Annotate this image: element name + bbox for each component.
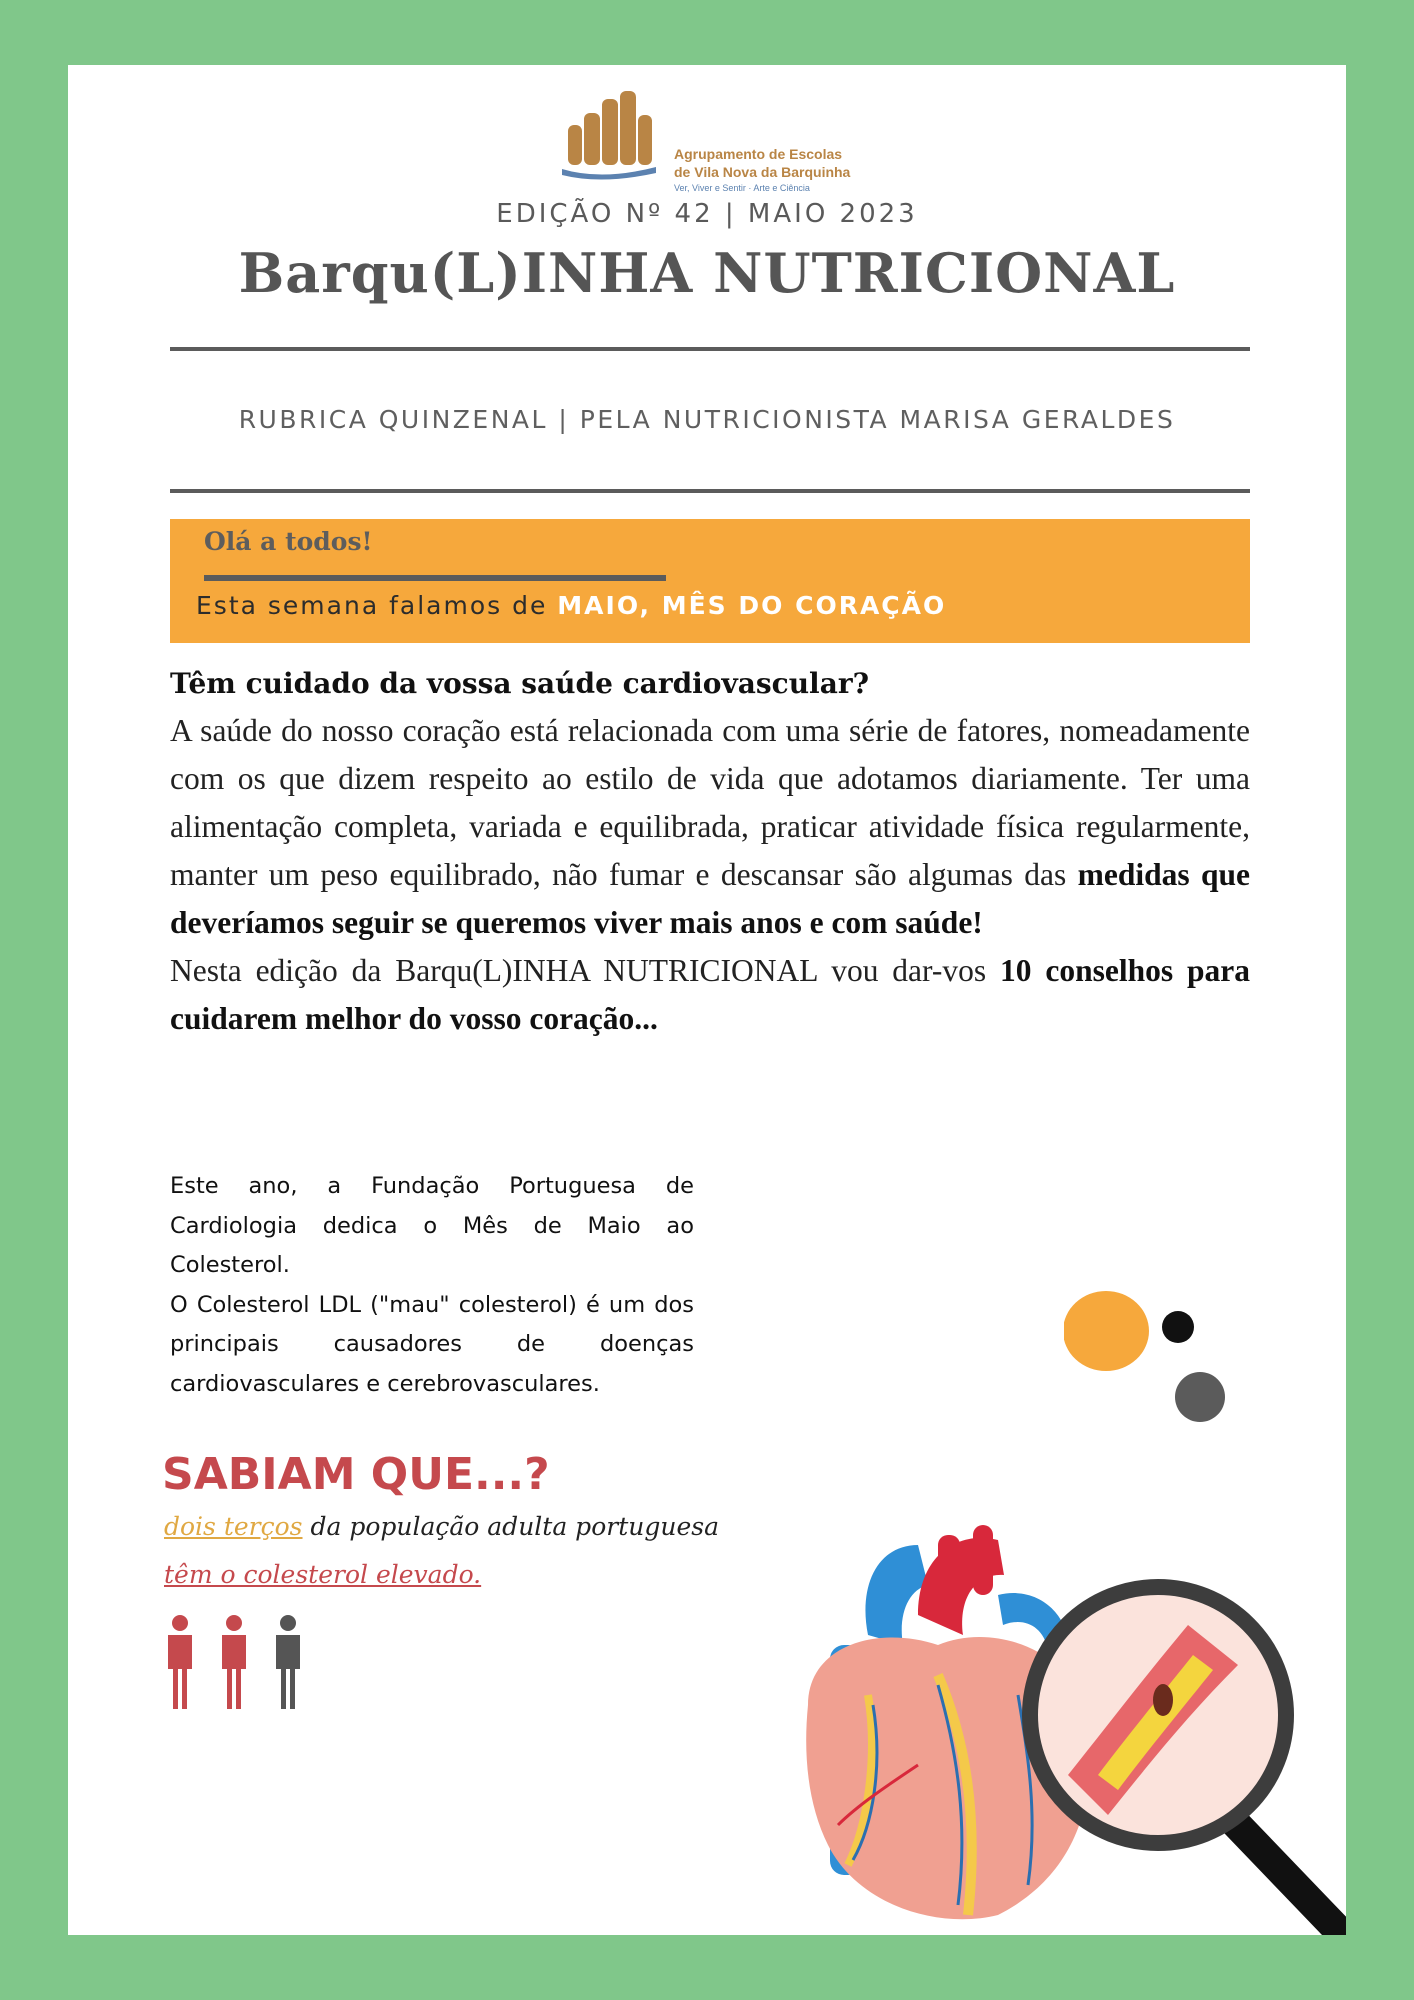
intro-section: [170, 661, 1250, 1043]
logo-line-2: de Vila Nova da Barquinha: [674, 164, 851, 180]
topic-highlight: MAIO, MÊS DO CORAÇÃO: [557, 591, 947, 620]
intro-question: Têm cuidado da vossa saúde cardiovascular?: [170, 667, 869, 700]
decorative-dots: [1064, 1287, 1264, 1427]
logo-tagline: Ver, Viver e Sentir · Arte e Ciência: [674, 183, 810, 193]
person-icon: [276, 1615, 300, 1709]
did-you-know-heading: SABIAM QUE...?: [162, 1449, 550, 1500]
page-title: Barqu(L)INHA NUTRICIONAL: [238, 241, 1176, 305]
heart-magnifier-illustration: [768, 1525, 1346, 1935]
cholesterol-info: [170, 1167, 694, 1404]
header-divider: [170, 489, 1250, 493]
intro-p1-text: A saúde do nosso coração está relacionada com uma série de fatores, nomeadamente com os que dizem respeito ao estilo de vida que adotamos diariamente. Ter uma alimentação completa, variada e equilibrada, praticar atividade física regularmente, manter um peso equilibrado, não fumar e descansar são algumas das: [170, 713, 1250, 892]
greeting: Olá a todos!: [204, 527, 373, 556]
page-subtitle: RUBRICA QUINZENAL | PELA NUTRICIONISTA MARISA GERALDES: [238, 405, 1176, 434]
logo-line-1: Agrupamento de Escolas: [674, 146, 843, 162]
cholesterol-info-p2: O Colesterol LDL ("mau" colesterol) é um dos principais causadores de doenças cardiovasculares e cerebrovasculares.: [170, 1291, 694, 1397]
cholesterol-info-p1: Este ano, a Fundação Portuguesa de Cardiologia dedica o Mês de Maio ao Colesterol.: [170, 1173, 694, 1278]
fact-high-cholesterol: têm o colesterol elevado.: [164, 1560, 482, 1589]
edition-label: EDIÇÃO Nº 42 | MAIO 2023: [496, 199, 918, 229]
did-you-know-fact: [164, 1503, 764, 1599]
intro-p2-text: Nesta edição da Barqu(L)INHA NUTRICIONAL vou dar-vos: [170, 953, 1000, 988]
newsletter-page: [68, 65, 1346, 1935]
people-icons: [162, 1613, 322, 1713]
intro-p1-emphasis: medidas que deveríamos seguir se queremos viver mais anos e com saúde!: [170, 857, 1250, 940]
fact-population: da população adulta portuguesa: [302, 1512, 719, 1541]
school-logo: [562, 85, 862, 193]
topic-banner: [170, 519, 1250, 643]
intro-p2-emphasis: 10 conselhos para cuidarem melhor do vosso coração...: [170, 953, 1250, 1036]
topic-line: [196, 591, 946, 620]
logo-towers-icon: [562, 85, 672, 185]
intro-paragraph-1: [170, 707, 1250, 947]
banner-divider: [204, 575, 666, 581]
top-divider: [170, 347, 1250, 351]
intro-paragraph-2: [170, 947, 1250, 1043]
person-icon: [222, 1615, 246, 1709]
topic-intro: Esta semana falamos de: [196, 591, 558, 620]
person-icon: [168, 1615, 192, 1709]
fact-two-thirds: dois terços: [164, 1512, 303, 1541]
